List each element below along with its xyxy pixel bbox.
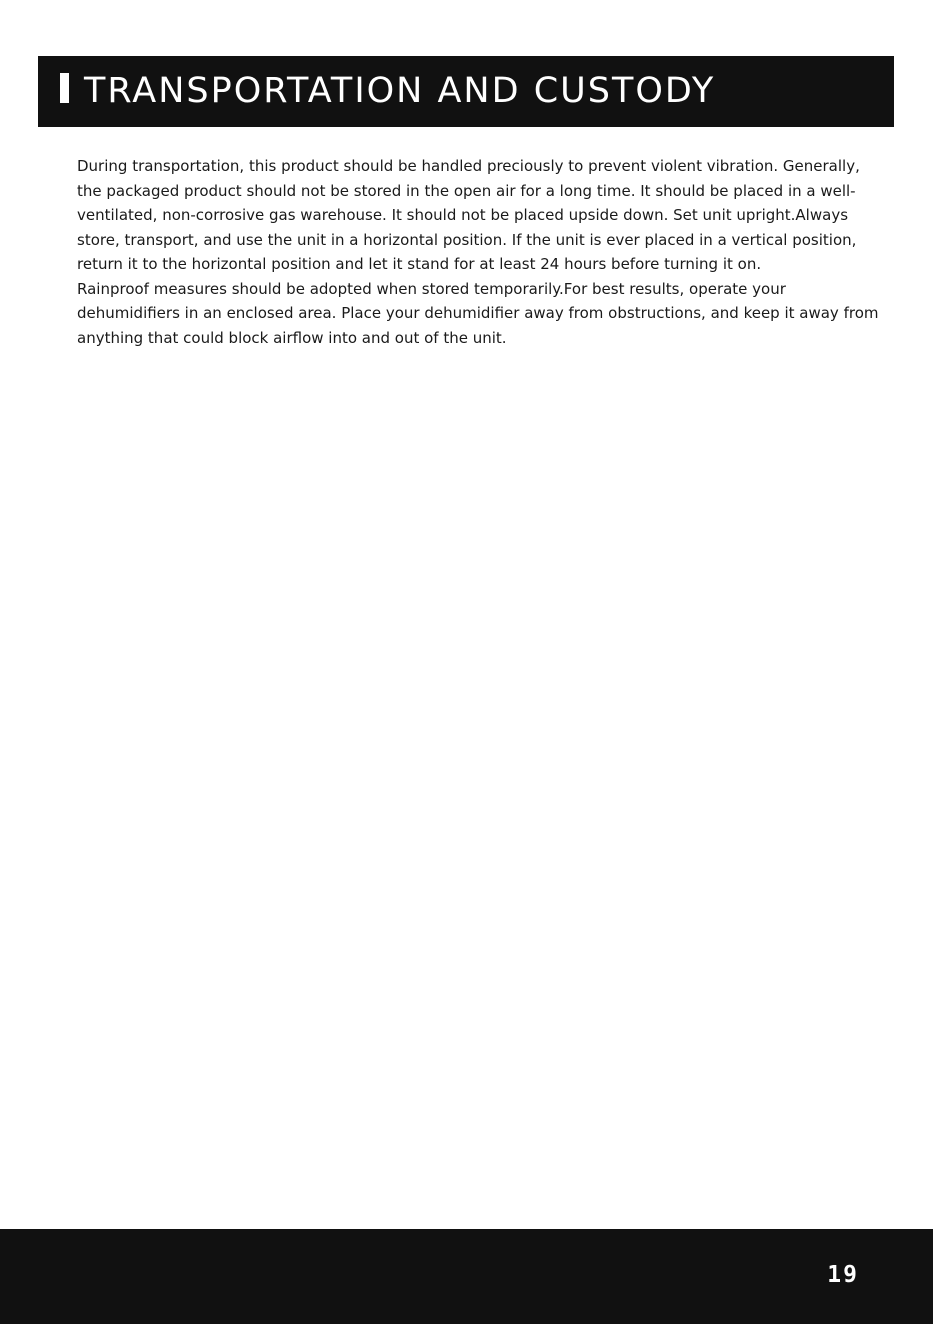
title-marker [60, 73, 69, 103]
section-body [77, 154, 887, 350]
page-number: 19 [827, 1262, 859, 1288]
section-title-bar [38, 56, 894, 127]
footer-bar [0, 1229, 933, 1324]
section-title: TRANSPORTATION AND CUSTODY [84, 71, 716, 111]
body-paragraph: During transportation, this product should be handled preciously to prevent violent vibration. Generally, the packaged product should not be stored in the open air for a long time. It should be placed in a well-ventilated, non-corrosive gas warehouse. It should not be placed upside down. Set unit upright.Always store, transport, and use the unit in a horizontal position. If the unit is ever placed in a vertical position, return it to the horizontal position and let it stand for at least 24 hours before turning it on. [77, 157, 860, 273]
body-paragraph: Rainproof measures should be adopted when stored temporarily.For best results, operate your dehumidifiers in an enclosed area. Place your dehumidifier away from obstructions, and keep it away from anything that could block airflow into and out of the unit. [77, 279, 879, 347]
